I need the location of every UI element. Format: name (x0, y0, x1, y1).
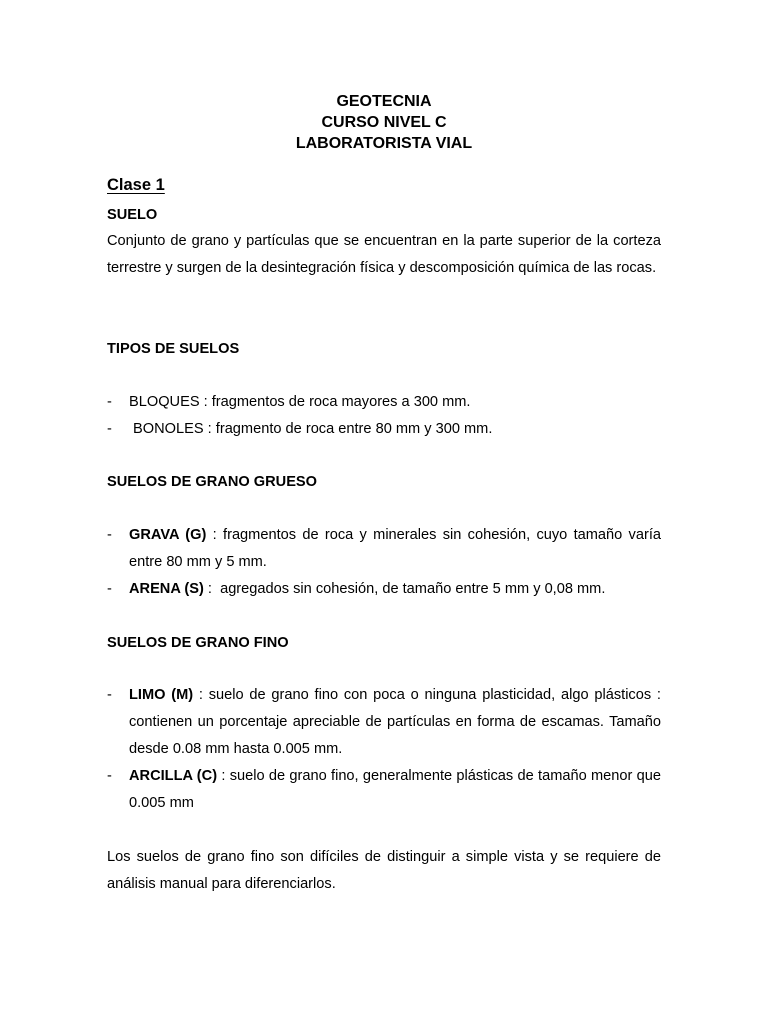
section-heading-suelo: SUELO (107, 207, 158, 223)
section-heading-grano-grueso: SUELOS DE GRANO GRUESO (107, 474, 318, 490)
section-heading-grano-fino: SUELOS DE GRANO FINO (107, 635, 289, 651)
paragraph-closing: Los suelos de grano fino son difíciles de distinguir a simple vista y se requiere de análisis manual para diferenciarlos. (107, 849, 661, 892)
list-dash: - (107, 687, 112, 703)
term-label: ARENA (S) (129, 581, 204, 597)
document-title-line-1: GEOTECNIA (336, 93, 432, 110)
term-description: : agregados sin cohesión, de tamaño entre 5 mm y 0,08 mm. (203, 581, 606, 597)
list-dash: - (107, 527, 112, 543)
list-item-text (129, 763, 661, 817)
list-dash: - (107, 581, 112, 597)
list-item-text (129, 682, 661, 763)
list-dash: - (107, 421, 112, 437)
list-dash: - (107, 768, 112, 784)
list-dash: - (107, 394, 112, 410)
list-item-text (129, 522, 661, 576)
term-label: GRAVA (G) (129, 527, 207, 543)
list-item-text: BLOQUES : fragmentos de roca mayores a 300 mm. (129, 394, 471, 410)
term-label: ARCILLA (C) (129, 768, 218, 784)
term-label: LIMO (M) (129, 687, 194, 703)
document-title-line-2: CURSO NIVEL C (321, 114, 447, 131)
term-description: : suelo de grano fino con poca o ninguna plasticidad, algo plásticos : contienen un porcentaje apreciable de partículas en forma de escamas. Tamaño desde 0.08 mm hasta 0.005 mm. (129, 687, 661, 757)
term-description: : suelo de grano fino, generalmente plásticas de tamaño menor que 0.005 mm (129, 768, 662, 811)
list-item-text: BONOLES : fragmento de roca entre 80 mm y 300 mm. (129, 421, 493, 437)
list-item-text (129, 576, 661, 603)
class-heading: Clase 1 (107, 176, 165, 194)
paragraph-suelo-definition: Conjunto de grano y partículas que se encuentran en la parte superior de la corteza terrestre y surgen de la desintegración física y descomposición química de las rocas. (107, 233, 661, 276)
document-title-line-3: LABORATORISTA VIAL (295, 135, 473, 152)
term-description: : fragmentos de roca y minerales sin cohesión, cuyo tamaño varía entre 80 mm y 5 mm. (129, 527, 661, 570)
section-heading-tipos: TIPOS DE SUELOS (107, 341, 240, 357)
